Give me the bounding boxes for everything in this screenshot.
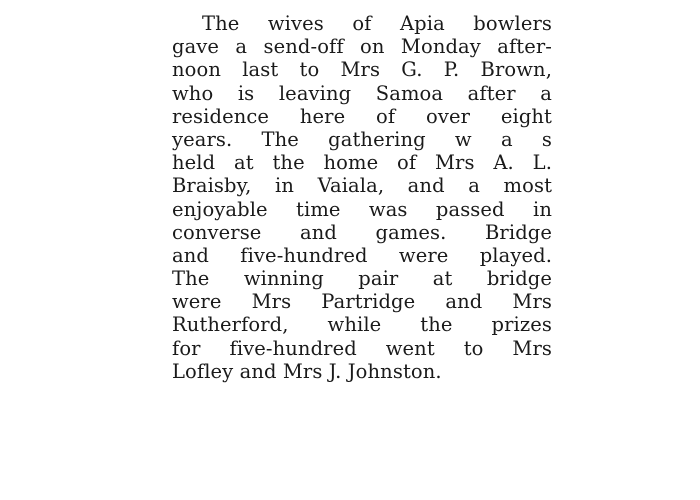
- article-line: were Mrs Partridge and Mrs: [172, 290, 552, 314]
- article-line: Braisby, in Vaiala, and a most: [172, 174, 552, 198]
- article-line: years. The gathering w a s: [172, 127, 552, 151]
- article-line: residence here of over eight: [172, 104, 552, 128]
- article-line: Rutherford, while the prizes: [172, 313, 552, 337]
- article-line: and five-hundred were played.: [172, 243, 552, 267]
- article-line: noon last to Mrs G. P. Brown,: [172, 58, 552, 82]
- article-line: The wives of Apia bowlers: [202, 12, 552, 35]
- article-line: enjoyable time was passed in: [172, 197, 552, 221]
- article-line: who is leaving Samoa after a: [172, 81, 552, 105]
- article-line: Lofley and Mrs J. Johnston.: [172, 359, 442, 383]
- article-line: gave a send-off on Monday after-: [172, 35, 552, 59]
- article-line: converse and games. Bridge: [172, 220, 552, 244]
- article-line: The winning pair at bridge: [172, 267, 552, 291]
- newspaper-clipping: [172, 12, 552, 383]
- article-line: for five-hundred went to Mrs: [172, 336, 552, 360]
- article-line: held at the home of Mrs A. L.: [172, 151, 552, 175]
